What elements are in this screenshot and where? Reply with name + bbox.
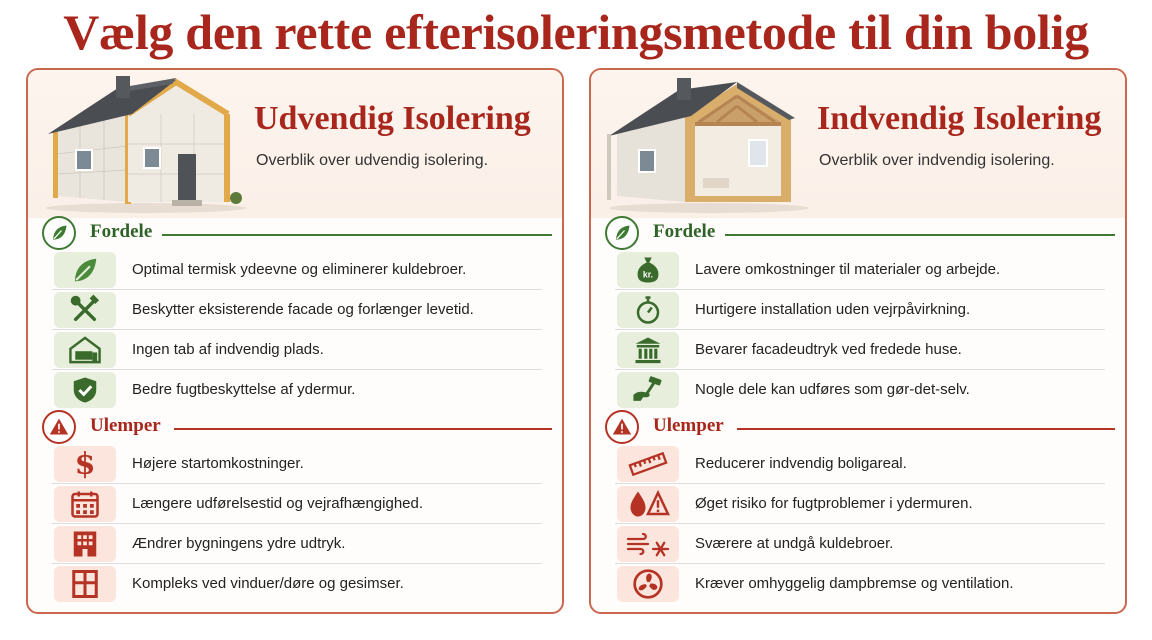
shield-check-icon <box>54 372 116 408</box>
list-item <box>615 290 1105 330</box>
item-text: Beskytter eksisterende facade og forlænger levetid. <box>132 301 474 318</box>
item-text: Hurtigere installation uden vejrpåvirkning. <box>695 301 971 318</box>
list-item <box>615 484 1105 524</box>
item-text: Øget risiko for fugtproblemer i ydermuren. <box>695 495 973 512</box>
warning-icon <box>605 410 639 444</box>
page-title: Vælg den rette efterisoleringsmetode til din bolig <box>63 4 1089 60</box>
leaf-icon <box>42 216 76 250</box>
divider <box>174 428 552 430</box>
item-text: Bedre fugtbeskyttelse af ydermur. <box>132 381 356 398</box>
leaf-icon <box>605 216 639 250</box>
list-item <box>615 370 1105 410</box>
panel-subtitle: Overblik over udvendig isolering. <box>256 152 489 169</box>
list-item <box>52 444 542 484</box>
item-text: Optimal termisk ydeevne og eliminerer kuldebroer. <box>132 261 467 278</box>
list-item <box>615 330 1105 370</box>
cons-heading <box>605 410 1115 444</box>
item-text: Kræver omhyggelig dampbremse og ventilation. <box>695 575 1014 592</box>
panel-header <box>591 70 1125 218</box>
panel-exterior-insulation <box>26 68 564 614</box>
calendar-icon <box>54 486 116 522</box>
money-bag-label: kr. <box>642 269 654 280</box>
item-text: Længere udførelsestid og vejrafhængighed. <box>132 495 424 512</box>
list-item <box>52 564 542 604</box>
stopwatch-icon <box>617 292 679 328</box>
wind-snow-icon <box>617 526 679 562</box>
museum-icon <box>617 332 679 368</box>
fan-icon <box>617 566 679 602</box>
moisture-warning-icon <box>617 486 679 522</box>
warning-icon <box>42 410 76 444</box>
tools-icon <box>54 292 116 328</box>
panel-title: Indvendig Isolering <box>817 100 1102 137</box>
pros-heading <box>42 216 552 250</box>
item-text: Sværere at undgå kuldebroer. <box>695 535 894 552</box>
hammer-hand-icon <box>617 372 679 408</box>
item-text: Ændrer bygningens ydre udtryk. <box>132 535 346 552</box>
panel-title: Udvendig Isolering <box>254 100 531 137</box>
item-text: Højere startomkostninger. <box>132 455 304 472</box>
money-bag-icon <box>617 252 679 288</box>
divider <box>162 234 552 236</box>
divider <box>737 428 1115 430</box>
pros-label: Fordele <box>90 221 153 242</box>
list-item <box>52 370 542 410</box>
cons-heading <box>42 410 552 444</box>
item-text: Bevarer facadeudtryk ved fredede huse. <box>695 341 962 358</box>
list-item <box>615 564 1105 604</box>
list-item <box>52 524 542 564</box>
window-icon <box>54 566 116 602</box>
list-item <box>52 330 542 370</box>
interior-insulated-house-illustration <box>599 74 809 214</box>
cons-label: Ulemper <box>90 415 161 436</box>
leaf-icon <box>54 252 116 288</box>
item-text: Reducerer indvendig boligareal. <box>695 455 907 472</box>
pros-label: Fordele <box>653 221 716 242</box>
house-sofa-icon <box>54 332 116 368</box>
building-icon <box>54 526 116 562</box>
list-item <box>52 484 542 524</box>
pros-heading <box>605 216 1115 250</box>
item-text: Nogle dele kan udføres som gør-det-selv. <box>695 381 970 398</box>
item-text: Kompleks ved vinduer/døre og gesimser. <box>132 575 404 592</box>
cons-label: Ulemper <box>653 415 724 436</box>
list-item <box>52 290 542 330</box>
list-item <box>52 250 542 290</box>
panel-subtitle: Overblik over indvendig isolering. <box>819 152 1055 169</box>
dollar-icon: $ <box>54 446 116 482</box>
panel-header <box>28 70 562 218</box>
list-item <box>615 250 1105 290</box>
list-item <box>615 444 1105 484</box>
list-item <box>615 524 1105 564</box>
item-text: Lavere omkostninger til materialer og arbejde. <box>695 261 1001 278</box>
ruler-icon <box>617 446 679 482</box>
exterior-insulated-house-illustration <box>36 74 246 214</box>
item-text: Ingen tab af indvendig plads. <box>132 341 324 358</box>
divider <box>725 234 1115 236</box>
panel-interior-insulation <box>589 68 1127 614</box>
